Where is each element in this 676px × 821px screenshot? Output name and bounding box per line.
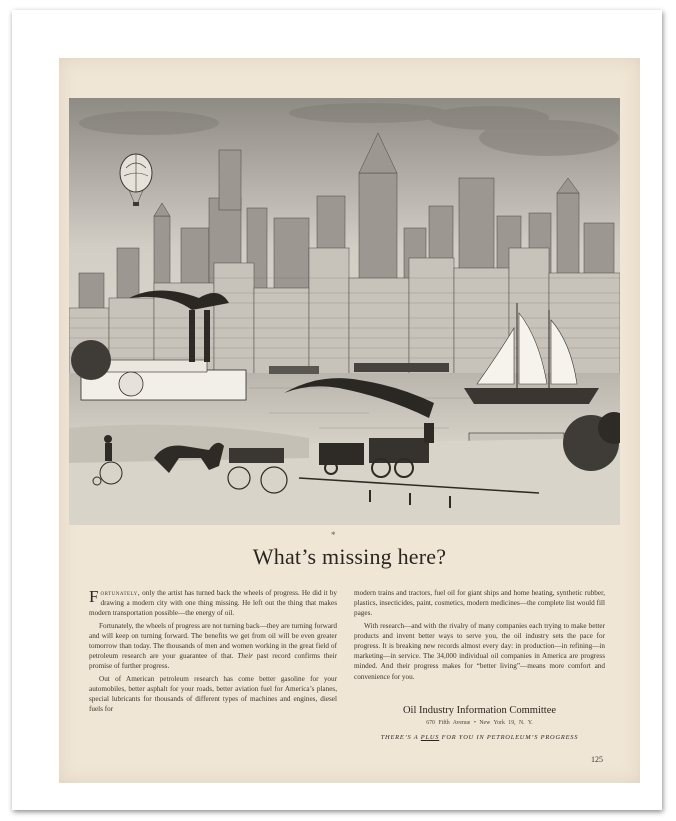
body-paragraph-2: [89, 621, 337, 672]
headline: What’s missing here?: [252, 544, 447, 569]
address-street: 670 Fifth Avenue: [426, 720, 471, 726]
paragraph-text: past record confirms their promise of further progress.: [89, 652, 337, 671]
body-column-right: [354, 588, 605, 684]
city-harbor-illustration: [69, 98, 620, 525]
body-paragraph-4: modern trains and tractors, fuel oil for giant ships and home heating, synthetic rubber, plastics, insecticides, paint, cosmetics, modern medicines—the complete list would fill pages.: [354, 589, 605, 618]
drop-cap: F: [89, 587, 99, 606]
address-separator: •: [473, 720, 476, 726]
body-paragraph-1: [89, 588, 337, 619]
advertisement-page: [59, 58, 640, 783]
tagline: [354, 734, 605, 741]
lead-word: ortunately,: [100, 589, 141, 597]
tagline-text: FOR YOU IN PETROLEUM’S PROGRESS: [439, 734, 579, 741]
tagline-plus: PLUS: [420, 734, 440, 741]
body-column-left: [89, 588, 337, 716]
body-paragraph-3: Out of American petroleum research has come better gasoline for your automobiles, better asphalt for your roads, better aviation fuel for America’s planes, special lubricants for thousands of different types of machines and engines, diesel fuels for: [89, 674, 337, 714]
body-paragraph-5: With research—and with the rivalry of many companies each trying to make better products and invent better ways to serve you, the oil industry sets the pace for progress. It is breaking new records almost every day: in production—in refining—in marketing—in service. The 34,000 individual oil companies in America are progress minded. And their progress makes for “better living”—means more comfort and convenience for you.: [354, 621, 605, 681]
paragraph-text: Fortunately, the wheels of progress are not turning back—they are turning forward and will keep on turning forward. The benefits we get from oil will be even greater tomorrow than today. The thousands of men and women working in the great field of petroleum research are your guarantee of that.: [89, 621, 337, 661]
magazine-page-frame: [12, 10, 662, 810]
italic-word: Their: [237, 652, 253, 661]
sponsor-name: Oil Industry Information Committee: [402, 705, 557, 716]
decorative-mark: *: [331, 530, 336, 540]
page-number: 125: [591, 755, 603, 764]
address-city: New York 19, N. Y.: [479, 720, 533, 726]
sponsor-address: [354, 720, 605, 726]
tagline-text: THERE’S A: [380, 734, 421, 741]
paragraph-text: only the artist has turned back the wheels of progress. He did it by drawing a modern city with one thing missing. He left out the thing that makes modern transportation possible—the energy of oil.: [89, 589, 337, 618]
